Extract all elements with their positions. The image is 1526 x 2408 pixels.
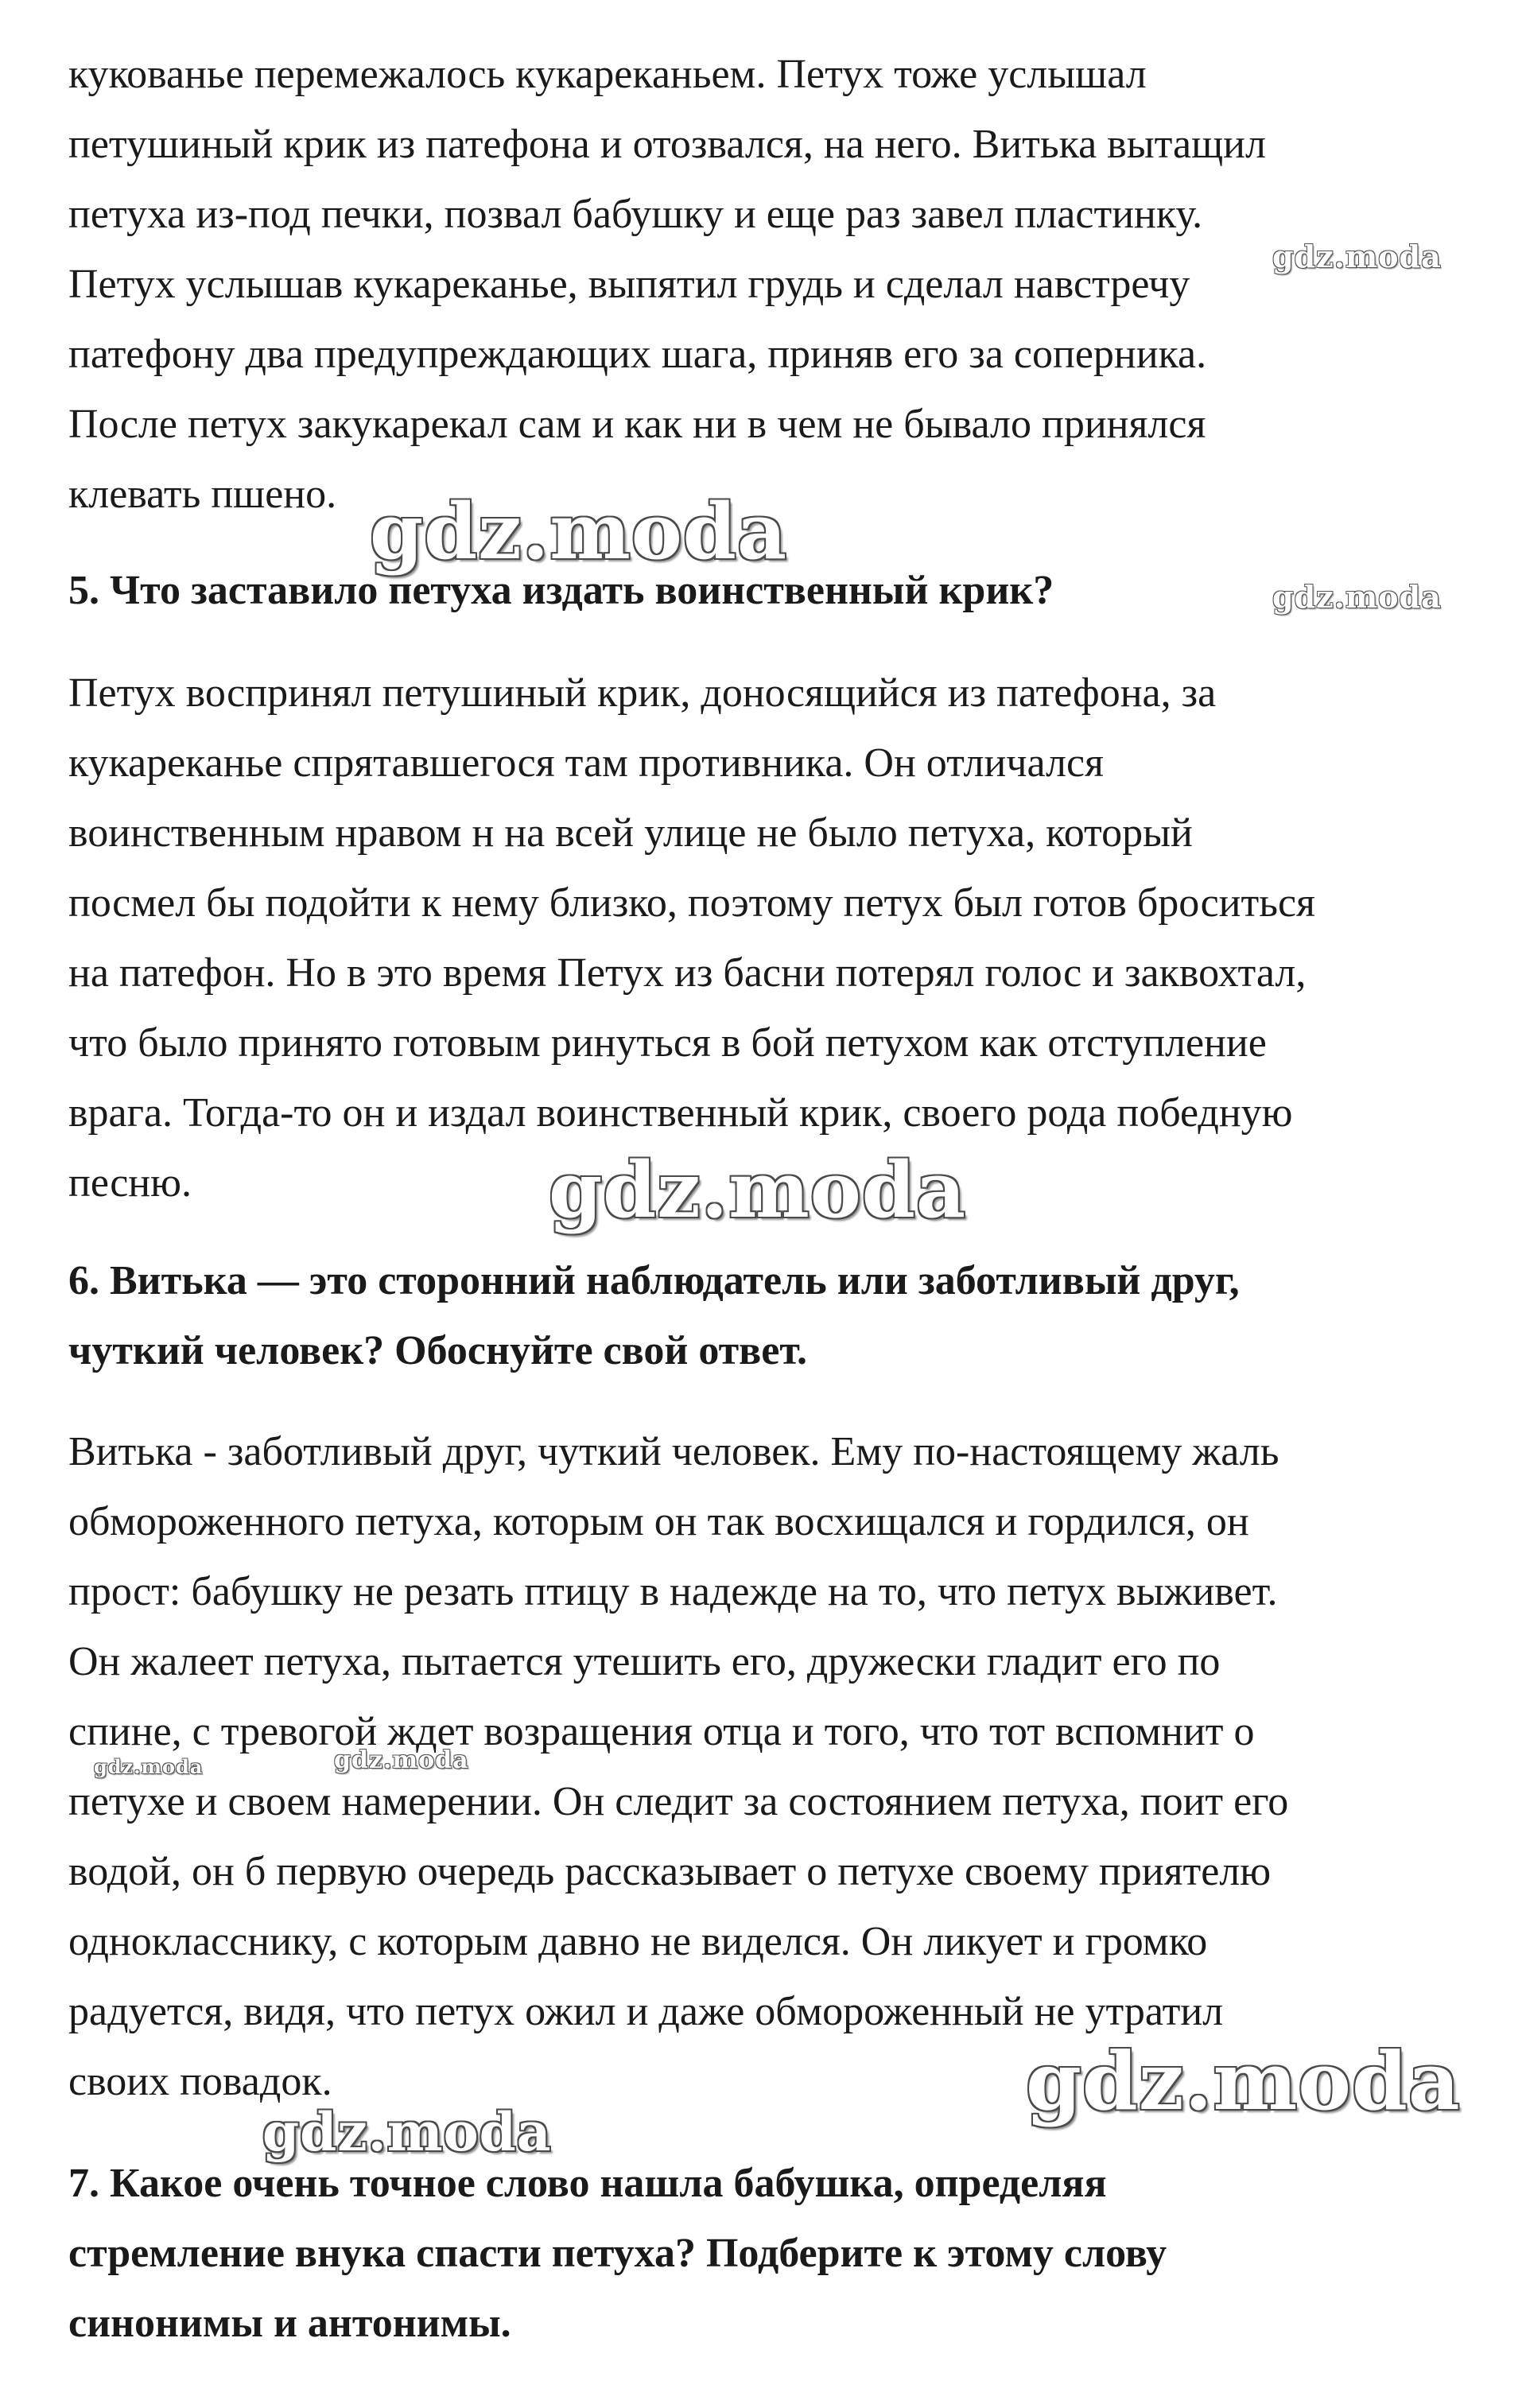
question-heading: стремление внука спасти петуха? Подберите к этому слову bbox=[68, 2231, 1167, 2276]
answer-line: на патефон. Но в это время Петух из басни потерял голос и заквохтал, bbox=[68, 950, 1307, 996]
answer-line: своих повадок. bbox=[68, 2059, 332, 2104]
answer-line: воинственным нравом н на всей улице не было петуха, который bbox=[68, 810, 1193, 856]
answer-line: спине, с тревогой ждет возращения отца и того, что тот вспомнит о bbox=[68, 1709, 1255, 1754]
answer-line: песню. bbox=[68, 1160, 192, 1206]
answer-line: петухе и своем намерении. Он следит за состоянием петуха, поит его bbox=[68, 1779, 1289, 1824]
answer-line: водой, он б первую очередь рассказывает о петухе своему приятелю bbox=[68, 1849, 1272, 1894]
answer-line: посмел бы подойти к нему близко, поэтому петух был готов броситься bbox=[68, 880, 1315, 926]
paragraph-line: клевать пшено. bbox=[68, 472, 337, 517]
answer-line: Витька - заботливый друг, чуткий человек. Ему по-настоящему жаль bbox=[68, 1429, 1279, 1474]
question-heading: 6. Витька — это сторонний наблюдатель или заботливый друг, bbox=[68, 1258, 1240, 1303]
answer-line: прост: бабушку не резать птицу в надежде на то, что петух выживет. bbox=[68, 1569, 1278, 1614]
question-heading: чуткий человек? Обоснуйте свой ответ. bbox=[68, 1328, 807, 1373]
question-heading: 5. Что заставило петуха издать воинственный крик? bbox=[68, 568, 1054, 613]
paragraph-line: петуха из-под печки, позвал бабушку и еще раз завел пластинку. bbox=[68, 192, 1203, 237]
answer-line: однокласснику, с которым давно не виделся. Он ликует и громко bbox=[68, 1919, 1208, 1964]
paragraph-line: петушиный крик из патефона и отозвался, на него. Витька вытащил bbox=[68, 122, 1266, 167]
paragraph-line: кукованье перемежалось кукареканьем. Петух тоже услышал bbox=[68, 52, 1147, 97]
watermark-small: gdz.moda bbox=[1272, 579, 1442, 615]
question-heading: синонимы и антонимы. bbox=[68, 2301, 511, 2346]
answer-line: обмороженного петуха, которым он так восхищался и гордился, он bbox=[68, 1499, 1249, 1544]
watermark-large: gdz.moda bbox=[370, 487, 788, 577]
answer-line: Петух воспринял петушиный крик, доносящийся из патефона, за bbox=[68, 670, 1217, 716]
paragraph-line: После петух закукарекал сам и как ни в чем не бывало принялся bbox=[68, 402, 1206, 447]
answer-line: радуется, видя, что петух ожил и даже обмороженный не утратил bbox=[68, 1989, 1224, 2034]
paragraph-line: патефону два предупреждающих шага, приняв его за соперника. bbox=[68, 332, 1207, 377]
question-heading: 7. Какое очень точное слово нашла бабушка, определяя bbox=[68, 2161, 1107, 2206]
watermark-tiny: gdz.moda bbox=[94, 1755, 204, 1778]
watermark-large: gdz.moda bbox=[1026, 2034, 1461, 2128]
answer-line: врага. Тогда-то он и издал воинственный крик, своего рода победную bbox=[68, 1090, 1293, 1136]
paragraph-line: Петух услышав кукареканье, выпятил грудь и сделал навстречу bbox=[68, 262, 1190, 307]
watermark-medium: gdz.moda bbox=[262, 2101, 552, 2163]
answer-line: что было принято готовым ринуться в бой петухом как отступление bbox=[68, 1020, 1267, 1066]
watermark-small: gdz.moda bbox=[334, 1746, 469, 1774]
watermark-small: gdz.moda bbox=[1272, 239, 1442, 274]
answer-line: кукареканье спрятавшегося там противника. Он отличался bbox=[68, 740, 1104, 786]
watermark-large: gdz.moda bbox=[549, 1145, 967, 1235]
answer-line: Он жалеет петуха, пытается утешить его, дружески гладит его по bbox=[68, 1639, 1221, 1684]
